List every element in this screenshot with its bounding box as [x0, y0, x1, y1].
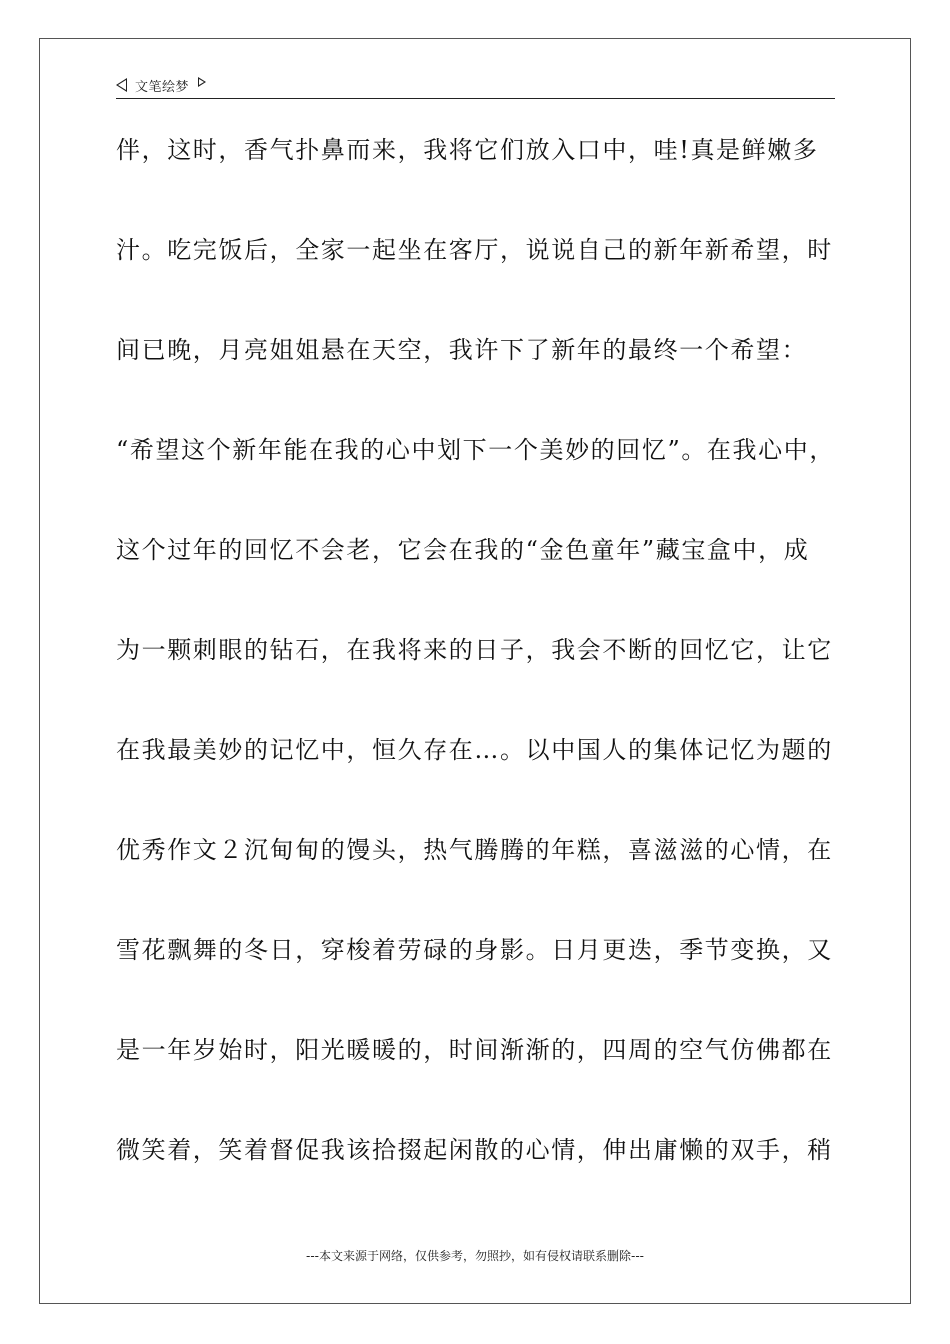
body-line: 在我最美妙的记忆中，恒久存在…。以中国人的集体记忆为题的: [116, 736, 833, 764]
triangle-left-icon: [116, 78, 127, 92]
document-body: [116, 128, 856, 1228]
body-line: 为一颗刺眼的钻石，在我将来的日子，我会不断的回忆它，让它: [116, 636, 833, 664]
triangle-right-icon: [198, 77, 206, 87]
body-line: 微笑着，笑着督促我该拾掇起闲散的心情，伸出庸懒的双手，稍: [116, 1136, 833, 1164]
body-line: 优秀作文２沉甸甸的馒头，热气腾腾的年糕，喜滋滋的心情，在: [116, 836, 833, 864]
body-line: 雪花飘舞的冬日，穿梭着劳碌的身影。日月更迭，季节变换，又: [116, 936, 833, 964]
footer-disclaimer: ---本文来源于网络，仅供参考，勿照抄，如有侵权请联系删除---: [306, 1249, 644, 1263]
body-line: 是一年岁始时，阳光暖暖的，时间渐渐的，四周的空气仿佛都在: [116, 1036, 833, 1064]
body-line: 间已晚，月亮姐姐悬在天空，我许下了新年的最终一个希望：: [116, 336, 808, 364]
body-line: 汁。吃完饭后，全家一起坐在客厅，说说自己的新年新希望，时: [116, 236, 833, 264]
header-brand: 文笔绘梦: [135, 79, 190, 95]
body-line: 这个过年的回忆不会老，它会在我的“金色童年”藏宝盒中，成: [116, 536, 810, 564]
page-header: [116, 72, 835, 99]
body-line: 伴，这时，香气扑鼻而来，我将它们放入口中，哇!真是鲜嫩多: [116, 136, 819, 164]
body-line: “希望这个新年能在我的心中划下一个美妙的回忆”。在我心中，: [116, 436, 835, 464]
